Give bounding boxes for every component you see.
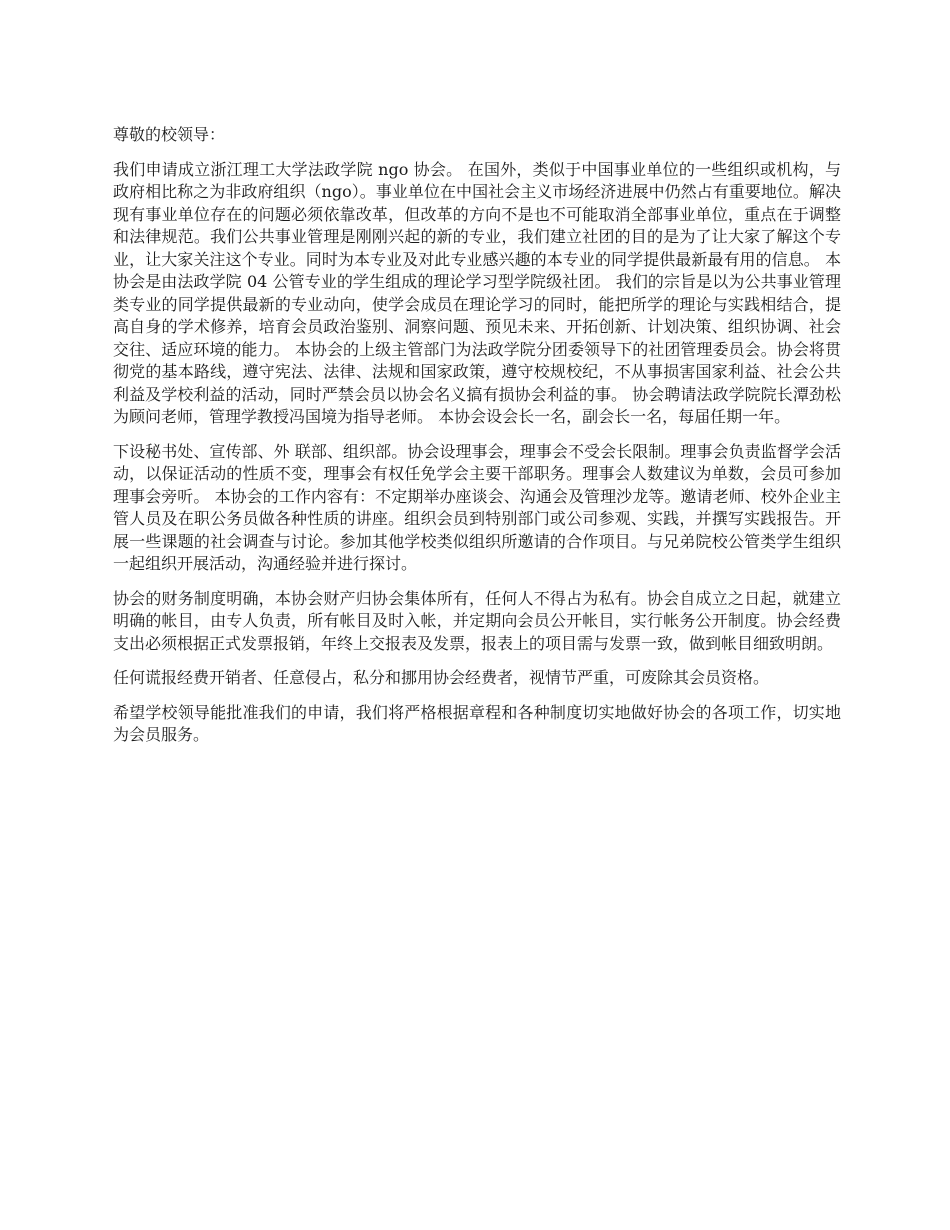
letter-paragraph-2: 下设秘书处、宣传部、外 联部、组织部。协会设理事会，理事会不受会长限制。理事会负责监督学会活动，以保证活动的性质不变，理事会有权任免学会主要干部职务。理事会人数建议为单数，会员可参加理事会旁听。 本协会的工作内容有：不定期举办座谈会、沟通会及管理沙龙等。邀请老师、校外企业主管人员及在职公务员做各种性质的讲座。组织会员到特别部门或公司参观、实践，并撰写实践报告。开展一些课题的社会调查与讨论。参加其他学校类似组织所邀请的合作项目。与兄弟院校公管类学生组织一起组织开展活动，沟通经验并进行探讨。: [113, 441, 841, 573]
document-page: [113, 124, 841, 759]
letter-salutation: 尊敬的校领导：: [113, 125, 226, 144]
letter-paragraph-3: 协会的财务制度明确，本协会财产归协会集体所有，任何人不得占为私有。协会自成立之日起，就建立明确的帐目，由专人负责，所有帐目及时入帐，并定期向会员公开帐目，实行帐务公开制度。协会经费支出必须根据正式发票报销，年终上交报表及发票，报表上的项目需与发票一致，做到帐目细致明朗。: [113, 588, 841, 653]
letter-paragraph-4: 任何谎报经费开销者、任意侵占，私分和挪用协会经费者，视情节严重，可废除其会员资格。: [113, 668, 770, 687]
letter-paragraph-1: 我们申请成立浙江理工大学法政学院 ngo 协会。 在国外，类似于中国事业单位的一些组织或机构，与政府相比称之为非政府组织（ngo）。事业单位在中国社会主义市场经济进展中仍然占有重要地位。解决现有事业单位存在的问题必须依靠改革，但改革的方向不是也不可能取消全部事业单位，重点在于调整和法律规范。我们公共事业管理是刚刚兴起的新的专业，我们建立社团的目的是为了让大家了解这个专业，让大家关注这个专业。同时为本专业及对此专业感兴趣的本专业的同学提供最新最有用的信息。 本协会是由法政学院 04 公管专业的学生组成的理论学习型学院级社团。 我们的宗旨是以为公共事业管理类专业的同学提供最新的专业动向，使学会成员在理论学习的同时，能把所学的理论与实践相结合，提高自身的学术修养，培育会员政治鉴别、洞察问题、预见未来、开拓创新、计划决策、组织协调、社会交往、适应环境的能力。 本协会的上级主管部门为法政学院分团委领导下的社团管理委员会。协会将贯彻党的基本路线，遵守宪法、法律、法规和国家政策，遵守校规校纪，不从事损害国家利益、社会公共利益及学校利益的活动，同时严禁会员以协会名义搞有损协会利益的事。 协会聘请法政学院院长潭劲松为顾问老师，管理学教授冯国境为指导老师。 本协会设会长一名，副会长一名，每届任期一年。: [113, 159, 841, 426]
letter-paragraph-5: 希望学校领导能批准我们的申请，我们将严格根据章程和各种制度切实地做好协会的各项工作，切实地为会员服务。: [113, 702, 841, 744]
